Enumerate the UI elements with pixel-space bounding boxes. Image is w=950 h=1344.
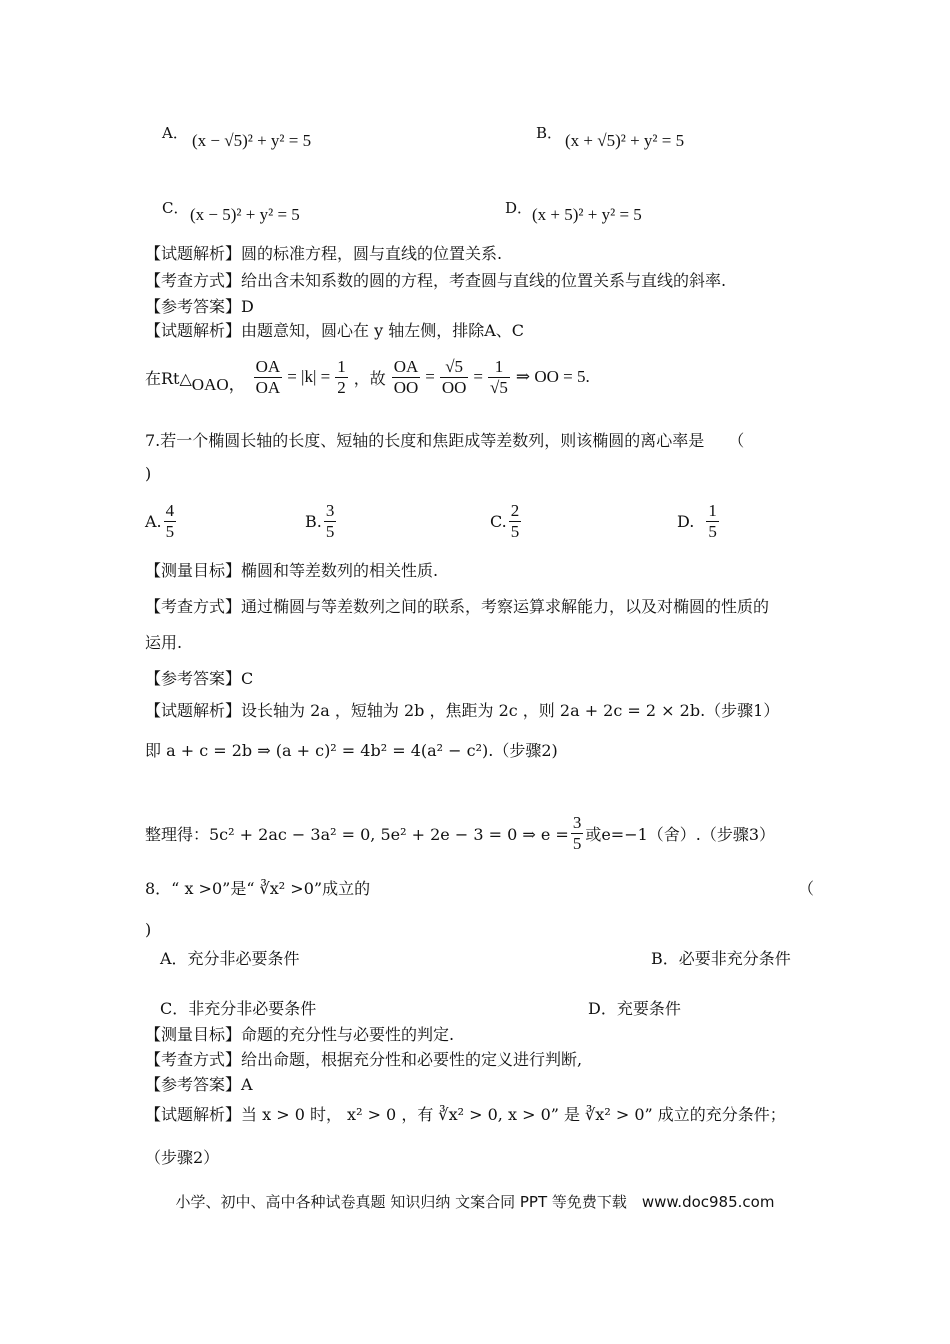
q8-option-c: C．非充分非必要条件 xyxy=(160,999,317,1018)
q6-option-c-label: C． xyxy=(162,199,189,217)
q7-option-b-den: 5 xyxy=(325,521,335,541)
q7-option-c-fraction xyxy=(509,501,522,541)
q6-analysis-tag: 【试题解析】圆的标准方程，圆与直线的位置关系. xyxy=(145,244,503,263)
q6-eq-2: = xyxy=(425,367,435,386)
q8-option-d: D．充要条件 xyxy=(588,999,681,1018)
q7-stem-close: ) xyxy=(145,464,152,483)
q6-fraction-4-num: √5 xyxy=(440,357,469,378)
q7-solution-3-num: 3 xyxy=(572,812,582,832)
q6-fraction-2-den: 2 xyxy=(337,377,346,397)
q7-option-c-num: 2 xyxy=(510,500,520,520)
q7-option-b xyxy=(305,498,338,544)
q6-option-d-label: D． xyxy=(505,199,533,217)
q8-answer: 【参考答案】A xyxy=(145,1075,253,1094)
q6-fraction-4 xyxy=(440,357,469,397)
q6-solution-2 xyxy=(145,350,590,404)
q7-option-d-label: D. xyxy=(677,511,695,531)
q6-solution-2-prefix: 在Rt△ xyxy=(145,368,192,388)
q6-separator: ，故 xyxy=(353,368,386,388)
q7-solution-3-den: 5 xyxy=(572,833,582,853)
q7-option-b-label: B. xyxy=(305,511,322,531)
q7-option-a-label: A. xyxy=(145,511,162,531)
q7-option-d-fraction xyxy=(706,501,719,541)
q7-stem: 7.若一个椭圆长轴的长度、短轴的长度和焦距成等差数列，则该椭圆的离心率是 （ xyxy=(145,431,745,450)
q8-stem-close: ) xyxy=(145,920,152,939)
q7-option-a-fraction xyxy=(164,501,177,541)
q8-target: 【测量目标】命题的充分性与必要性的判定. xyxy=(145,1025,455,1044)
q6-eq-3: = xyxy=(473,367,484,386)
q7-option-d-den: 5 xyxy=(708,521,717,541)
q6-option-b-label: B． xyxy=(536,124,563,142)
q7-target: 【测量目标】椭圆和等差数列的相关性质. xyxy=(145,561,439,580)
q6-fraction-5-den: √5 xyxy=(490,377,508,397)
q7-option-d xyxy=(677,498,721,544)
q7-method-2: 运用. xyxy=(145,633,183,652)
q6-fraction-3-num: OA xyxy=(393,356,419,376)
q6-method: 【考查方式】给出含未知系数的圆的方程，考查圆与直线的位置关系与直线的斜率. xyxy=(145,271,727,290)
q7-option-c xyxy=(490,498,523,544)
q7-option-b-num: 3 xyxy=(325,500,335,520)
q7-solution-3-fraction xyxy=(571,813,584,853)
q6-option-b: (x + √5)² + y² = 5 xyxy=(565,131,685,150)
q6-option-a-label: A． xyxy=(162,124,188,142)
q6-fraction-3-den: OO xyxy=(393,377,419,397)
q7-solution-3 xyxy=(145,808,775,858)
q7-option-a xyxy=(145,498,178,544)
q7-solution-1: 【试题解析】设长轴为 2a ，短轴为 2b ，焦距为 2c ，则 2a + 2c = 2 × 2b.（步骤1） xyxy=(145,701,780,720)
q7-solution-3-suffix: 或e=−1（舍）.（步骤3） xyxy=(585,824,776,844)
q8-solution-1: 【试题解析】当 x > 0 时， x² > 0 ，有 ∛x² > 0, x > 0” 是 ∛x² > 0” 成立的充分条件； xyxy=(145,1105,786,1124)
q6-answer: 【参考答案】D xyxy=(145,297,254,316)
q7-option-a-num: 4 xyxy=(165,500,175,520)
q8-method: 【考查方式】给出命题，根据充分性和必要性的定义进行判断, xyxy=(145,1050,583,1069)
q7-option-c-label: C. xyxy=(490,511,507,531)
q7-option-a-den: 5 xyxy=(165,521,175,541)
q7-option-b-fraction xyxy=(324,501,337,541)
q6-fraction-1-den: OA xyxy=(255,377,281,397)
q6-option-d: (x + 5)² + y² = 5 xyxy=(532,205,642,224)
q6-fraction-1 xyxy=(254,357,283,397)
page-footer: 小学、初中、高中各种试卷真题 知识归纳 文案合同 PPT 等免费下载 www.doc985.com xyxy=(175,1193,775,1211)
q6-solution-2-triangle: OAO， xyxy=(191,374,246,394)
q7-option-c-den: 5 xyxy=(510,521,520,541)
q6-fraction-2-num: 1 xyxy=(337,356,346,376)
q6-option-c: (x − 5)² + y² = 5 xyxy=(190,205,300,224)
q7-option-d-num: 1 xyxy=(708,500,717,520)
q6-eq-4: ⇒ OO = 5. xyxy=(515,367,590,386)
q6-fraction-5-num: 1 xyxy=(488,357,510,378)
q8-stem: 8．“ x >0”是“ ∛x² >0”成立的 xyxy=(145,879,371,898)
q7-solution-2: 即 a + c = 2b ⇒ (a + c)² = 4b² = 4(a² − c²).（步骤2) xyxy=(145,741,558,760)
q6-eq-1: = |k| = xyxy=(287,367,331,386)
q6-fraction-5 xyxy=(488,357,510,397)
q7-solution-3-prefix: 整理得：5c² + 2ac − 3a² = 0, 5e² + 2e − 3 = 0 ⇒ e = xyxy=(145,824,569,844)
q6-fraction-2 xyxy=(335,357,348,397)
q8-option-a: A．充分非必要条件 xyxy=(160,949,300,968)
q7-method-1: 【考查方式】通过椭圆与等差数列之间的联系，考察运算求解能力，以及对椭圆的性质的 xyxy=(145,597,770,616)
q7-answer: 【参考答案】C xyxy=(145,669,254,688)
q6-fraction-1-num: OA xyxy=(255,356,281,376)
q8-option-b: B．必要非充分条件 xyxy=(651,949,791,968)
q6-fraction-3 xyxy=(392,357,421,397)
q6-fraction-4-den: OO xyxy=(441,377,467,397)
q8-solution-2: （步骤2） xyxy=(145,1148,220,1167)
q8-stem-paren: （ xyxy=(798,879,815,898)
q6-solution-1: 【试题解析】由题意知，圆心在 y 轴左侧，排除A、C xyxy=(145,321,525,340)
q6-option-a: (x − √5)² + y² = 5 xyxy=(192,131,312,150)
